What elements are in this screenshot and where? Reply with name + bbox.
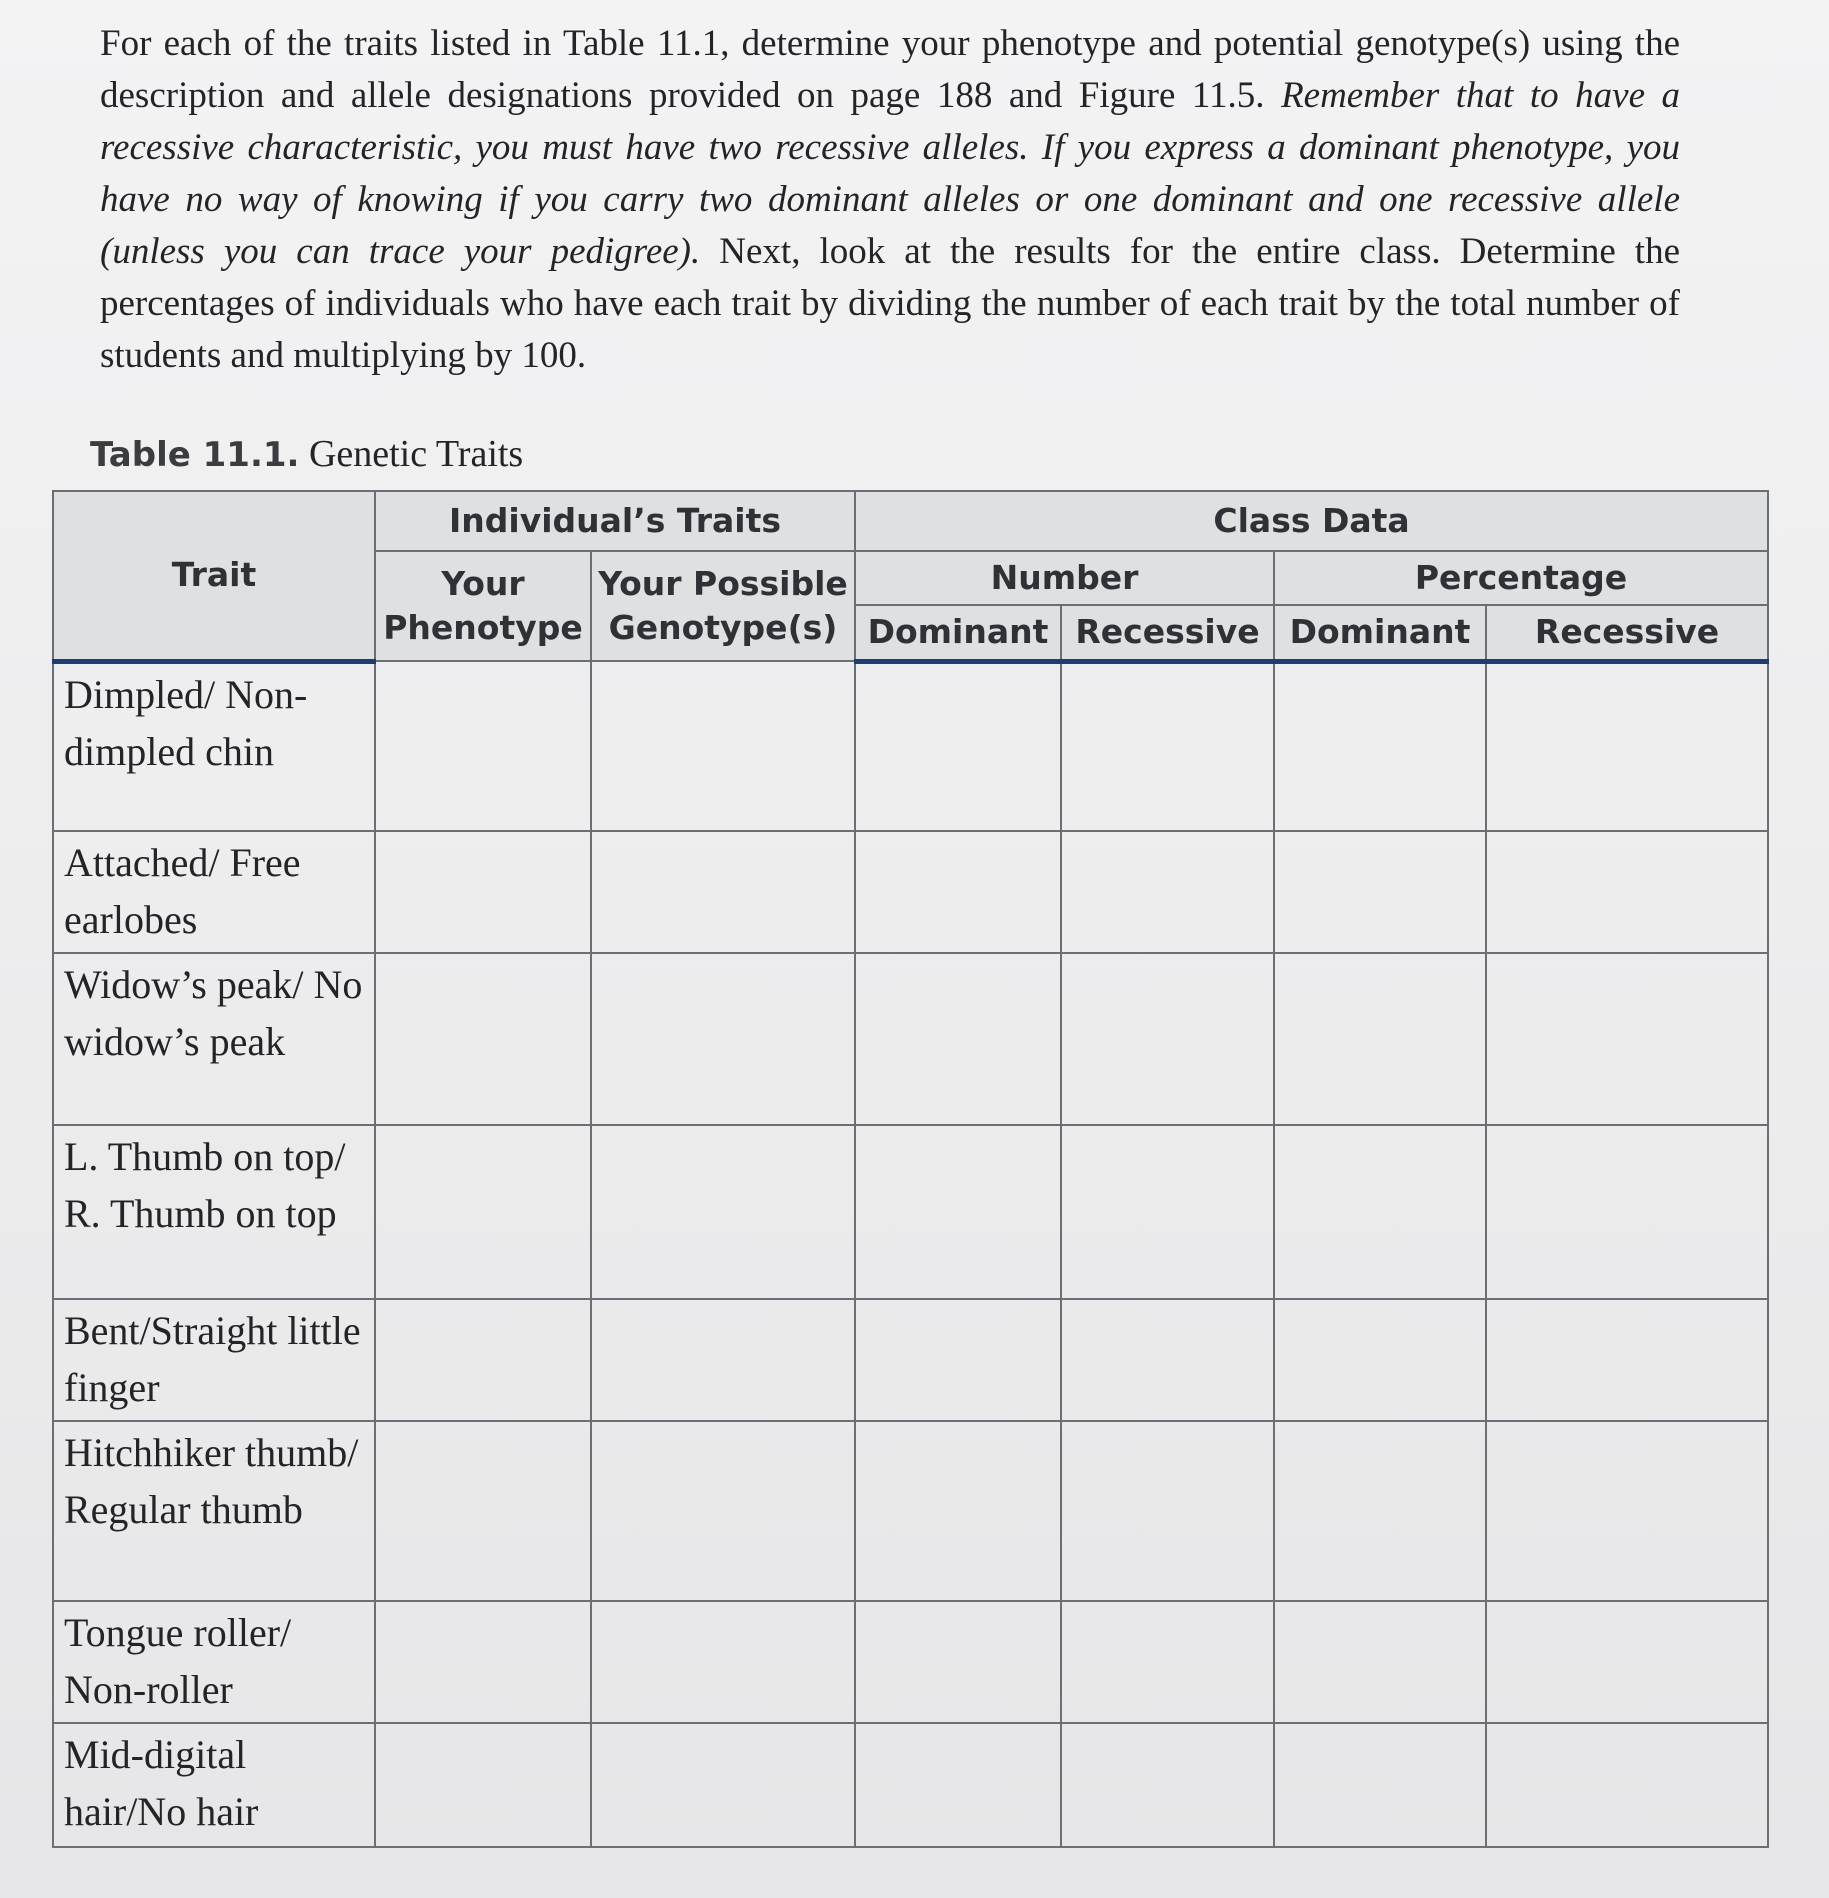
trait-name: Hitchhiker thumb/ Regular thumb: [53, 1421, 375, 1601]
number-recessive-cell[interactable]: [1061, 1601, 1274, 1723]
table-row: [53, 1601, 1768, 1723]
percentage-dominant-cell[interactable]: [1274, 1601, 1486, 1723]
percentage-recessive-cell[interactable]: [1486, 661, 1768, 831]
genotype-cell[interactable]: [591, 1723, 855, 1847]
instructions-text: For each of the traits listed in Table 11.1, determine your phenotype and potential genotype(s) using the description and allele designations provided on page 188 and Figure 11.5.: [100, 23, 1680, 116]
table-row: [53, 1125, 1768, 1299]
phenotype-cell[interactable]: [375, 1601, 591, 1723]
phenotype-cell[interactable]: [375, 661, 591, 831]
table-row: [53, 953, 1768, 1125]
instructions-text-end: Next, look at the results for the entire class. Determine the percentages of individuals who have each trait by dividing the number of each trait by the total number of students and multiplying by 100.: [100, 231, 1680, 376]
number-dominant-cell[interactable]: [855, 1421, 1061, 1601]
trait-name: Widow’s peak/ No widow’s peak: [53, 953, 375, 1125]
table-row: [53, 831, 1768, 953]
trait-name: Bent/Straight little finger: [53, 1299, 375, 1421]
percentage-recessive-cell[interactable]: [1486, 1299, 1768, 1421]
phenotype-cell[interactable]: [375, 953, 591, 1125]
header-your-possible-genotypes: Your Possible Genotype(s): [591, 551, 855, 661]
percentage-dominant-cell[interactable]: [1274, 1723, 1486, 1847]
header-individual-traits: Individual’s Traits: [375, 491, 855, 551]
table-row: [53, 1723, 1768, 1847]
number-dominant-cell[interactable]: [855, 661, 1061, 831]
genotype-cell[interactable]: [591, 1299, 855, 1421]
header-number-dominant: Dominant: [855, 605, 1061, 661]
trait-name: Mid-digital hair/No hair: [53, 1723, 375, 1847]
header-trait: Trait: [53, 491, 375, 661]
table-title: Genetic Traits: [308, 433, 524, 475]
number-recessive-cell[interactable]: [1061, 1299, 1274, 1421]
number-recessive-cell[interactable]: [1061, 1723, 1274, 1847]
percentage-dominant-cell[interactable]: [1274, 953, 1486, 1125]
number-dominant-cell[interactable]: [855, 1723, 1061, 1847]
table-row: [53, 661, 1768, 831]
number-recessive-cell[interactable]: [1061, 1125, 1274, 1299]
percentage-dominant-cell[interactable]: [1274, 661, 1486, 831]
header-class-data: Class Data: [855, 491, 1768, 551]
trait-name: Dimpled/ Non-dimpled chin: [53, 661, 375, 831]
phenotype-cell[interactable]: [375, 1421, 591, 1601]
table-caption: [90, 432, 523, 476]
phenotype-cell[interactable]: [375, 1723, 591, 1847]
number-dominant-cell[interactable]: [855, 1601, 1061, 1723]
phenotype-cell[interactable]: [375, 1125, 591, 1299]
number-recessive-cell[interactable]: [1061, 661, 1274, 831]
header-percentage: Percentage: [1274, 551, 1768, 605]
percentage-dominant-cell[interactable]: [1274, 1299, 1486, 1421]
number-dominant-cell[interactable]: [855, 1125, 1061, 1299]
table-number: Table 11.1.: [90, 435, 300, 475]
header-number: Number: [855, 551, 1274, 605]
header-percentage-dominant: Dominant: [1274, 605, 1486, 661]
percentage-recessive-cell[interactable]: [1486, 1125, 1768, 1299]
percentage-dominant-cell[interactable]: [1274, 1125, 1486, 1299]
number-recessive-cell[interactable]: [1061, 1421, 1274, 1601]
phenotype-cell[interactable]: [375, 1299, 591, 1421]
table-row: [53, 1299, 1768, 1421]
instructions-italic-text: Remember that to have a recessive characteristic, you must have two recessive alleles. If you express a dominant phenotype, you have no way of knowing if you carry two dominant alleles or one dominant and one recessive allele (unless you can trace your pedigree).: [100, 75, 1680, 272]
number-recessive-cell[interactable]: [1061, 831, 1274, 953]
percentage-recessive-cell[interactable]: [1486, 831, 1768, 953]
header-number-recessive: Recessive: [1061, 605, 1274, 661]
genetic-traits-table: [52, 490, 1769, 1848]
genotype-cell[interactable]: [591, 953, 855, 1125]
genotype-cell[interactable]: [591, 1601, 855, 1723]
genotype-cell[interactable]: [591, 1125, 855, 1299]
percentage-recessive-cell[interactable]: [1486, 953, 1768, 1125]
phenotype-cell[interactable]: [375, 831, 591, 953]
percentage-dominant-cell[interactable]: [1274, 1421, 1486, 1601]
table-row: [53, 1421, 1768, 1601]
genotype-cell[interactable]: [591, 661, 855, 831]
percentage-recessive-cell[interactable]: [1486, 1421, 1768, 1601]
genotype-cell[interactable]: [591, 831, 855, 953]
header-your-phenotype: Your Phenotype: [375, 551, 591, 661]
trait-name: Attached/ Free earlobes: [53, 831, 375, 953]
genotype-cell[interactable]: [591, 1421, 855, 1601]
percentage-dominant-cell[interactable]: [1274, 831, 1486, 953]
number-dominant-cell[interactable]: [855, 953, 1061, 1125]
number-dominant-cell[interactable]: [855, 1299, 1061, 1421]
trait-name: L. Thumb on top/ R. Thumb on top: [53, 1125, 375, 1299]
percentage-recessive-cell[interactable]: [1486, 1601, 1768, 1723]
trait-name: Tongue roller/ Non-roller: [53, 1601, 375, 1723]
header-percentage-recessive: Recessive: [1486, 605, 1768, 661]
number-dominant-cell[interactable]: [855, 831, 1061, 953]
percentage-recessive-cell[interactable]: [1486, 1723, 1768, 1847]
instructions-paragraph: [100, 18, 1680, 382]
number-recessive-cell[interactable]: [1061, 953, 1274, 1125]
